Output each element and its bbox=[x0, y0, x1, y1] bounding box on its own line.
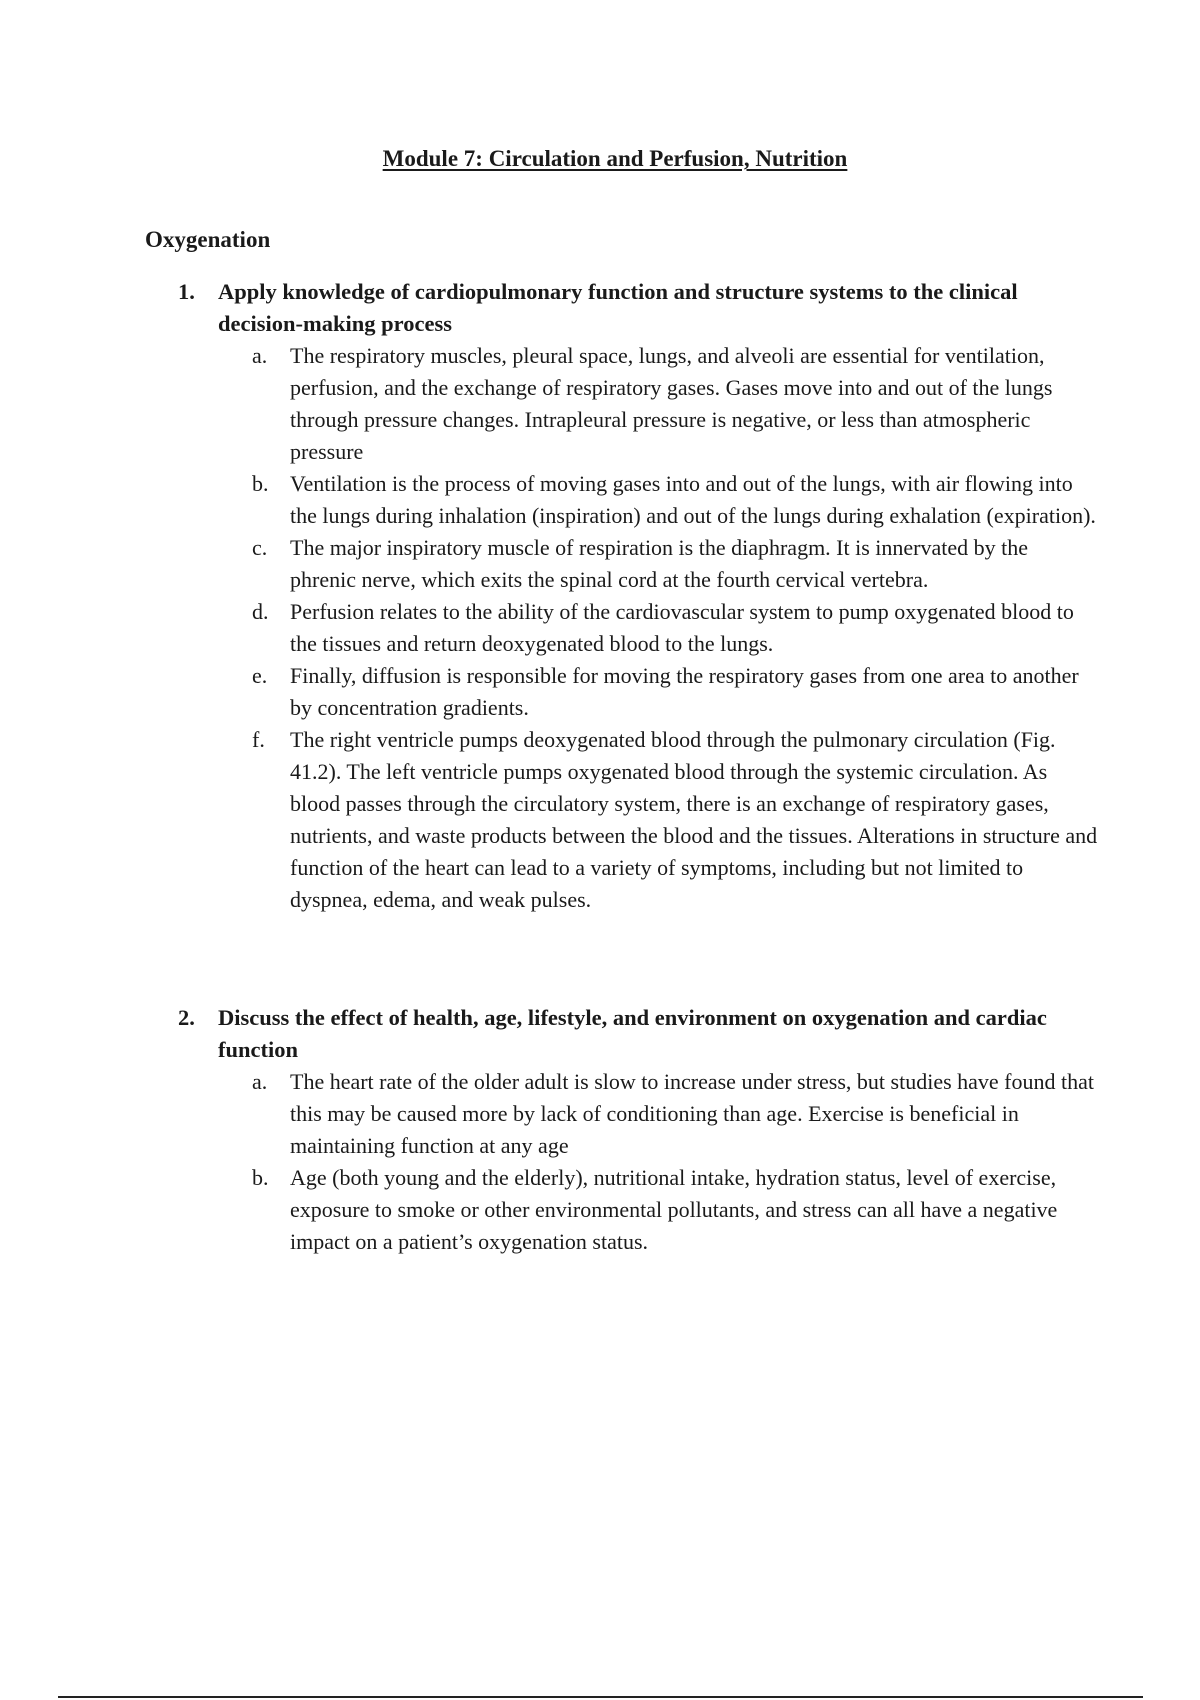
list-item bbox=[252, 724, 1098, 916]
list-item-letter: d. bbox=[252, 599, 269, 624]
list-item-letter: b. bbox=[252, 1165, 269, 1190]
question-number: 2. bbox=[178, 1005, 195, 1030]
list-item-letter: e. bbox=[252, 663, 268, 688]
list-item-text: The respiratory muscles, pleural space, lungs, and alveoli are essential for ventilation, perfusion, and the exchange of respiratory gases. Gases move into and out of the lungs through pressure changes. Intrapleural pressure is negative, or less than atmospheric pressure bbox=[290, 343, 1053, 464]
question-number: 1. bbox=[178, 279, 195, 304]
answer-list bbox=[178, 1066, 1098, 1258]
list-item bbox=[252, 340, 1098, 468]
list-item-letter: b. bbox=[252, 471, 269, 496]
question-2 bbox=[178, 1002, 1098, 1258]
list-item-text: The heart rate of the older adult is slow to increase under stress, but studies have found that this may be caused more by lack of conditioning than age. Exercise is beneficial in maintaining function at any age bbox=[290, 1069, 1094, 1158]
question-heading bbox=[178, 276, 1098, 340]
list-item-text: Ventilation is the process of moving gases into and out of the lungs, with air flowing into the lungs during inhalation (inspiration) and out of the lungs during exhalation (expiration). bbox=[290, 471, 1096, 528]
question-heading-text: Discuss the effect of health, age, lifestyle, and environment on oxygenation and cardiac function bbox=[218, 1005, 1047, 1062]
list-item bbox=[252, 660, 1098, 724]
list-item bbox=[252, 1066, 1098, 1162]
answer-list bbox=[178, 340, 1098, 916]
list-item-letter: a. bbox=[252, 1069, 268, 1094]
list-item-text: Perfusion relates to the ability of the cardiovascular system to pump oxygenated blood to the tissues and return deoxygenated blood to the lungs. bbox=[290, 599, 1074, 656]
question-1 bbox=[178, 276, 1098, 916]
list-item-text: The right ventricle pumps deoxygenated blood through the pulmonary circulation (Fig. 41.2). The left ventricle pumps oxygenated blood through the systemic circulation. As blood passes through the circulatory system, there is an exchange of respiratory gases, nutrients, and waste products between the blood and the tissues. Alterations in structure and function of the heart can lead to a variety of symptoms, including but not limited to dyspnea, edema, and weak pulses. bbox=[290, 727, 1098, 912]
question-heading bbox=[178, 1002, 1098, 1066]
list-item-letter: f. bbox=[252, 727, 265, 752]
list-item bbox=[252, 532, 1098, 596]
list-item-text: Finally, diffusion is responsible for moving the respiratory gases from one area to another by concentration gradients. bbox=[290, 663, 1079, 720]
list-item-letter: c. bbox=[252, 535, 268, 560]
list-item bbox=[252, 596, 1098, 660]
list-item-text: Age (both young and the elderly), nutritional intake, hydration status, level of exercise, exposure to smoke or other environmental pollutants, and stress can all have a negative impact on a patient’s oxygenation status. bbox=[290, 1165, 1058, 1254]
list-item bbox=[252, 468, 1098, 532]
section-heading-oxygenation: Oxygenation bbox=[145, 227, 271, 252]
list-item-letter: a. bbox=[252, 343, 268, 368]
list-item-text: The major inspiratory muscle of respiration is the diaphragm. It is innervated by the phrenic nerve, which exits the spinal cord at the fourth cervical vertebra. bbox=[290, 535, 1029, 592]
list-item bbox=[252, 1162, 1098, 1258]
document-title: Module 7: Circulation and Perfusion, Nutrition bbox=[382, 146, 848, 171]
bottom-divider bbox=[58, 1696, 1143, 1698]
question-heading-text: Apply knowledge of cardiopulmonary function and structure systems to the clinical decision-making process bbox=[218, 279, 1018, 336]
